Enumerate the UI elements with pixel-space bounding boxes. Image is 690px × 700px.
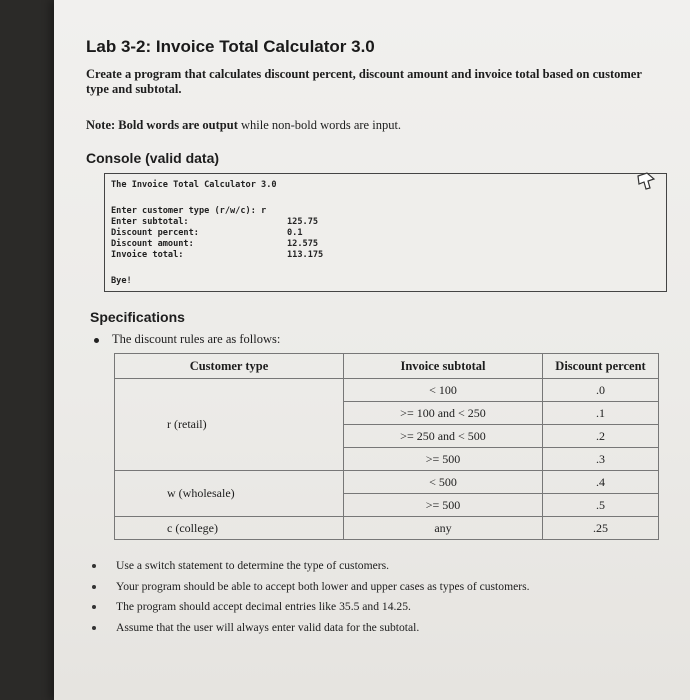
customer-type-cell: r (retail) <box>115 379 344 471</box>
subtotal-cell: >= 250 and < 500 <box>344 425 543 448</box>
console-line: Invoice total: <box>111 250 184 260</box>
percent-cell: .2 <box>543 425 659 448</box>
page-title: Lab 3-2: Invoice Total Calculator 3.0 <box>86 37 375 56</box>
percent-cell: .1 <box>543 402 659 425</box>
table-header-row <box>115 354 659 379</box>
console-value: 125.75 <box>287 217 319 227</box>
discount-table <box>114 353 659 540</box>
bullet-icon <box>92 605 96 609</box>
percent-cell: .0 <box>543 379 659 402</box>
list-item-text: Your program should be able to accept both lower and upper cases as types of customers. <box>116 579 530 593</box>
list-item-text: Use a switch statement to determine the type of customers. <box>116 559 390 572</box>
cursor-icon <box>635 170 657 192</box>
discount-rules-intro: The discount rules are as follows: <box>112 332 281 346</box>
list-item <box>116 597 530 618</box>
bullet-icon <box>92 626 96 630</box>
note-rest: while non-bold words are input. <box>237 118 402 132</box>
header-discount-percent: Discount percent <box>543 354 659 379</box>
console-title-line: The Invoice Total Calculator 3.0 <box>111 180 277 190</box>
bullet-icon <box>94 338 99 343</box>
subtotal-cell: any <box>344 517 543 540</box>
console-bye: Bye! <box>111 276 132 286</box>
console-line: Discount percent: <box>111 228 199 238</box>
subtotal-cell: < 100 <box>344 379 543 402</box>
console-box <box>104 173 667 292</box>
note-prefix: Note: <box>86 118 116 132</box>
customer-type-cell: w (wholesale) <box>115 471 344 517</box>
bullet-icon <box>92 585 96 589</box>
console-value: 12.575 <box>287 239 319 249</box>
note-line <box>86 118 401 133</box>
console-line: Enter customer type (r/w/c): r <box>111 206 267 216</box>
header-invoice-subtotal: Invoice subtotal <box>344 354 543 379</box>
subtotal-cell: >= 500 <box>344 448 543 471</box>
console-line: Discount amount: <box>111 239 194 249</box>
subtotal-cell: >= 100 and < 250 <box>344 402 543 425</box>
percent-cell: .4 <box>543 471 659 494</box>
bullet-icon <box>92 564 96 568</box>
console-value: 0.1 <box>287 228 303 238</box>
note-bold: Bold words are output <box>118 118 238 132</box>
list-item <box>116 577 530 598</box>
subtotal-cell: >= 500 <box>344 494 543 517</box>
percent-cell: .25 <box>543 517 659 540</box>
percent-cell: .5 <box>543 494 659 517</box>
list-item <box>116 556 530 577</box>
list-item <box>116 618 530 639</box>
console-line: Enter subtotal: <box>111 217 189 227</box>
list-item-text: The program should accept decimal entries like 35.5 and 14.25. <box>116 600 411 613</box>
header-customer-type: Customer type <box>115 354 344 379</box>
customer-type-cell: c (college) <box>115 517 344 540</box>
percent-cell: .3 <box>543 448 659 471</box>
list-item-text: Assume that the user will always enter valid data for the subtotal. <box>116 620 420 634</box>
table-row <box>115 471 659 494</box>
table-row <box>115 379 659 402</box>
specification-list <box>116 556 530 638</box>
table-row <box>115 517 659 540</box>
specifications-heading: Specifications <box>90 309 185 325</box>
console-heading: Console (valid data) <box>86 150 220 166</box>
subtotal-cell: < 500 <box>344 471 543 494</box>
assignment-description: Create a program that calculates discount percent, discount amount and invoice total based on customer type and subtotal. <box>86 67 642 96</box>
console-value: 113.175 <box>287 250 324 260</box>
